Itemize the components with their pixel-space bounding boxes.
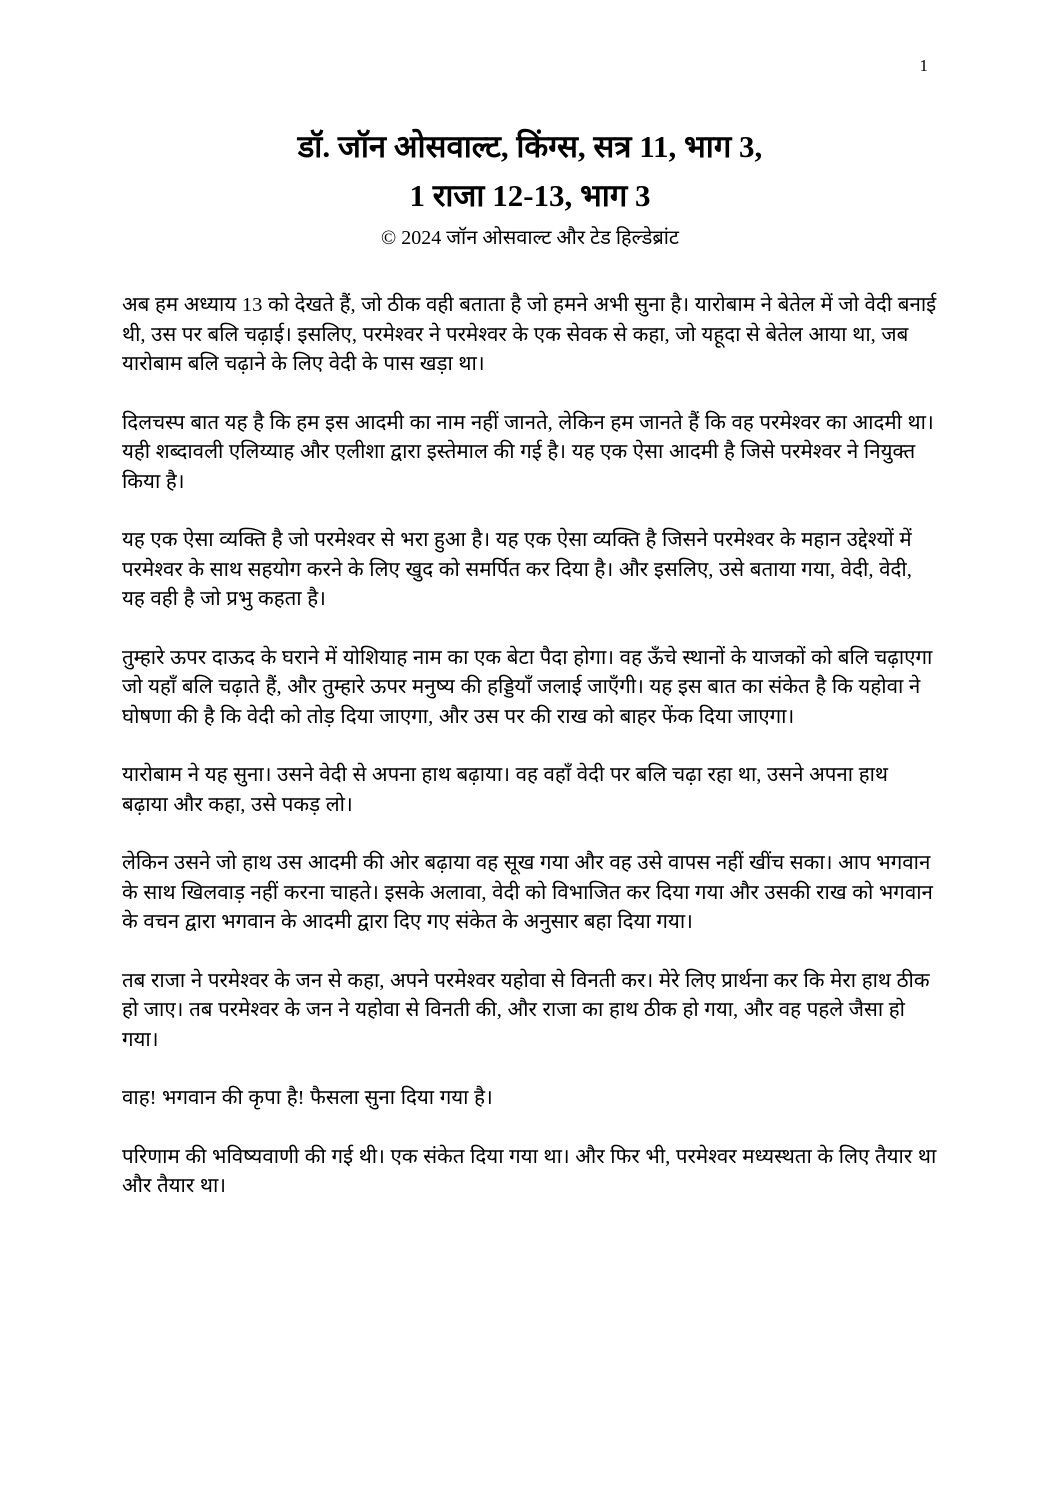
paragraph: लेकिन उसने जो हाथ उस आदमी की ओर बढ़ाया वह सूख गया और वह उसे वापस नहीं खींच सका। आप भगवान के साथ खिलवाड़ नहीं करना चाहते। इसके अलावा, वेदी को विभाजित कर दिया गया और उसकी राख को भगवान के वचन द्वारा भगवान के आदमी द्वारा दिए गए संकेत के अनुसार बहा दिया गया। (122, 852, 933, 934)
paragraph: तब राजा ने परमेश्वर के जन से कहा, अपने परमेश्वर यहोवा से विनती कर। मेरे लिए प्रार्थना कर कि मेरा हाथ ठीक हो जाए। तब परमेश्वर के जन ने यहोवा से विनती की, और राजा का हाथ ठीक हो गया, और वह पहले जैसा हो गया। (122, 969, 930, 1051)
paragraph: तुम्हारे ऊपर दाऊद के घराने में योशियाह नाम का एक बेटा पैदा होगा। वह ऊँचे स्थानों के याजकों को बलि चढ़ाएगा जो यहाँ बलि चढ़ाते हैं, और तुम्हारे ऊपर मनुष्य की हड्डियाँ जलाई जाएँगी। यह इस बात का संकेत है कि यहोवा ने घोषणा की है कि वेदी को तोड़ दिया जाएगा, और उस पर की राख को बाहर फेंक दिया जाएगा। (122, 646, 933, 728)
paragraph: दिलचस्प बात यह है कि हम इस आदमी का नाम नहीं जानते, लेकिन हम जानते हैं कि वह परमेश्वर का आदमी था। यही शब्दावली एलिय्याह और एलीशा द्वारा इस्तेमाल की गई है। यह एक ऐसा आदमी है जिसे परमेश्वर ने नियुक्त किया है। (122, 411, 934, 493)
document-body (122, 291, 938, 1202)
paragraph: अब हम अध्याय 13 को देखते हैं, जो ठीक वही बताता है जो हमने अभी सुना है। यारोबाम ने बेतेल में जो वेदी बनाई थी, उस पर बलि चढ़ाई। इसलिए, परमेश्वर ने परमेश्वर के एक सेवक से कहा, जो यहूदा से बेतेल आया था, जब यारोबाम बलि चढ़ाने के लिए वेदी के पास खड़ा था। (122, 294, 937, 376)
page-number: 1 (919, 56, 928, 75)
title-line-2: 1 राजा 12-13, भाग 3 (409, 178, 651, 214)
paragraph: परिणाम की भविष्यवाणी की गई थी। एक संकेत दिया गया था। और फिर भी, परमेश्वर मध्यस्थता के लिए तैयार था और तैयार था। (122, 1145, 937, 1198)
paragraph: यारोबाम ने यह सुना। उसने वेदी से अपना हाथ बढ़ाया। वह वहाँ वेदी पर बलि चढ़ा रहा था, उसने अपना हाथ बढ़ाया और कहा, उसे पकड़ लो। (122, 764, 889, 816)
copyright-line: © 2024 जॉन ओसवाल्ट और टेड हिल्डेब्रांट (381, 227, 679, 250)
title-line-1: डॉ. जॉन ओसवाल्ट, किंग्स, सत्र 11, भाग 3, (297, 129, 763, 165)
paragraph: वाह! भगवान की कृपा है! फैसला सुना दिया गया है। (122, 1087, 493, 1110)
document-title (122, 122, 938, 220)
paragraph: यह एक ऐसा व्यक्ति है जो परमेश्वर से भरा हुआ है। यह एक ऐसा व्यक्ति है जिसने परमेश्वर के महान उद्देश्यों में परमेश्वर के साथ सहयोग करने के लिए खुद को समर्पित कर दिया है। और इसलिए, उसे बताया गया, वेदी, वेदी, यह वही है जो प्रभु कहता है। (122, 529, 912, 611)
document-header (122, 122, 938, 253)
